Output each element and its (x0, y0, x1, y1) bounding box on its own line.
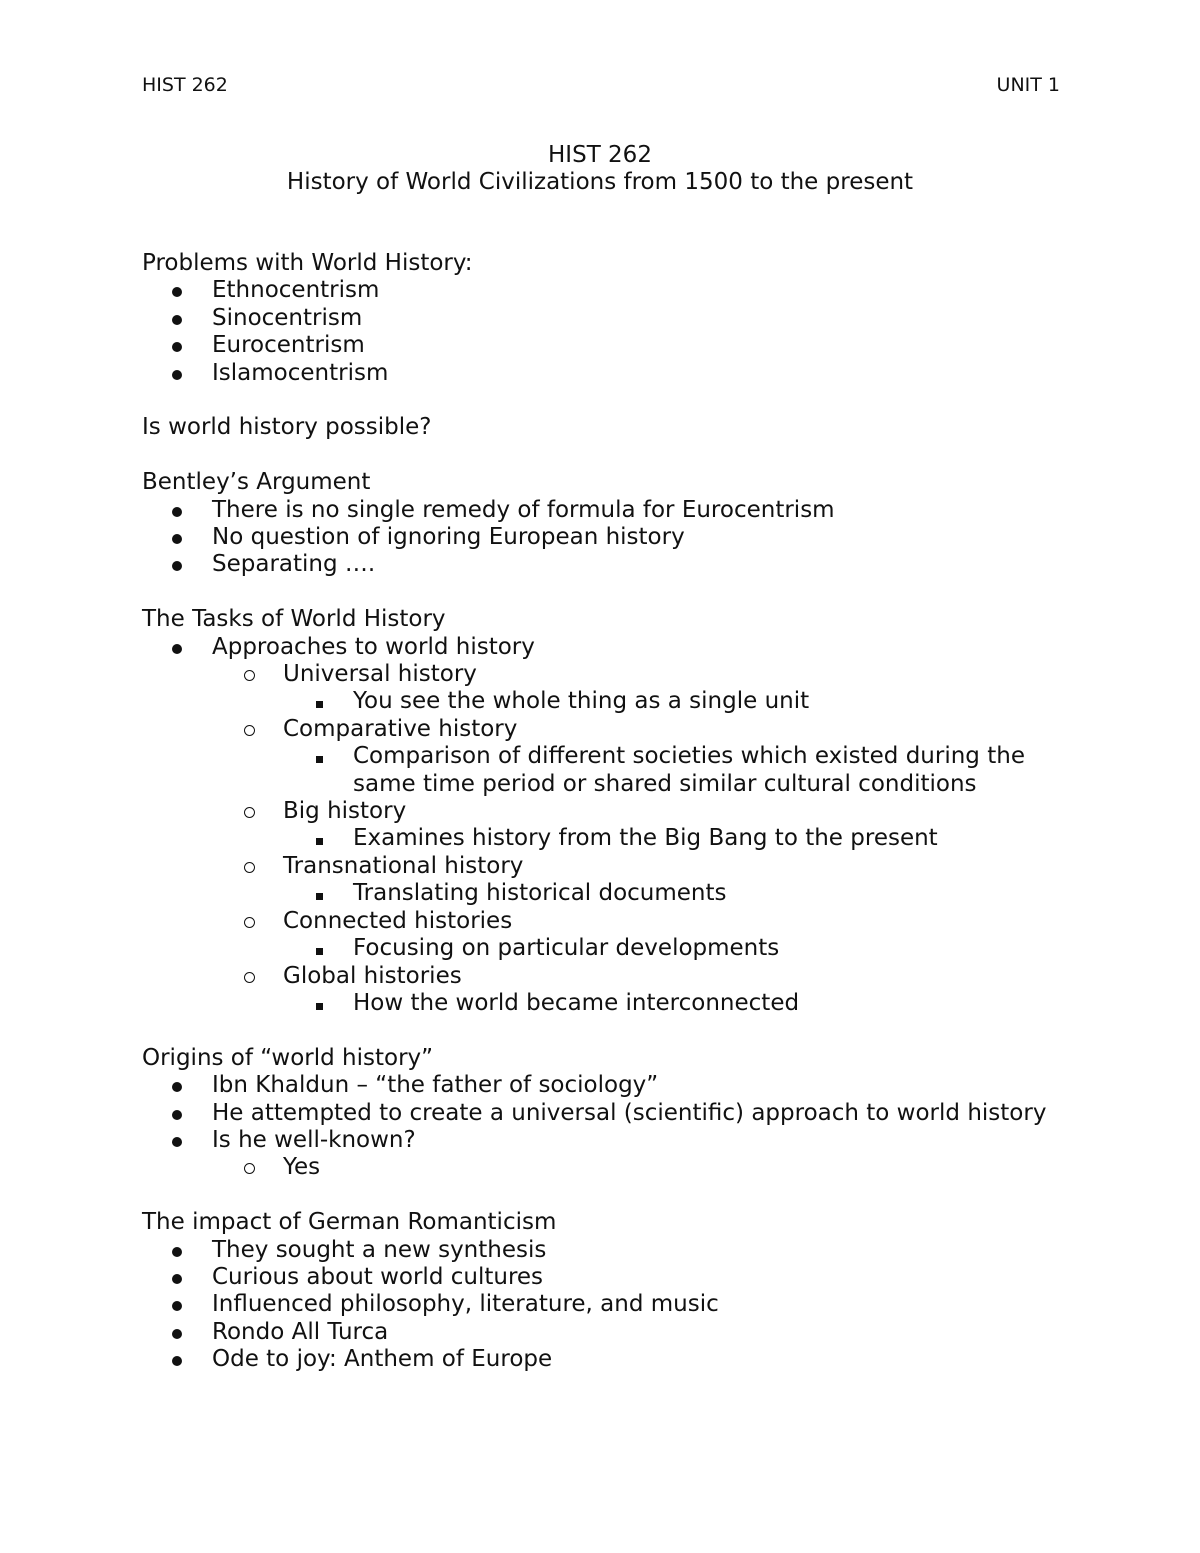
bullet-circle-icon (244, 1154, 255, 1181)
bullet-circle-icon (244, 853, 255, 880)
list-item: Influenced philosophy, literature, and music (142, 1291, 1062, 1318)
approach-item: Global histories (142, 963, 1062, 990)
bullet-square-icon (316, 935, 323, 962)
list-item: Separating …. (142, 551, 1062, 578)
bullet-dot-icon (172, 1237, 182, 1264)
list-item: Ethnocentrism (142, 277, 1062, 304)
approach-item: Connected histories (142, 908, 1062, 935)
bullet-dot-icon (172, 1072, 182, 1099)
list-item: Islamocentrism (142, 360, 1062, 387)
bullet-dot-icon (172, 305, 182, 332)
bullet-dot-icon (172, 1319, 182, 1346)
section-heading-problems: Problems with World History: (142, 250, 473, 276)
bullet-square-icon (316, 880, 323, 907)
section-heading-bentley: Bentley’s Argument (142, 469, 371, 496)
section-heading-romanticism: The impact of German Romanticism (142, 1209, 557, 1236)
list-item: Is he well-known? (142, 1127, 1062, 1154)
bullet-circle-icon (244, 908, 255, 935)
bullet-circle-icon (244, 963, 255, 990)
document-body (142, 250, 1062, 1374)
tasks-list (142, 634, 1062, 1018)
list-item: Eurocentrism (142, 332, 1062, 359)
header-course-code: HIST 262 (142, 74, 228, 96)
title-line-2: History of World Civilizations from 1500 to the present (286, 169, 914, 195)
bullet-square-icon (316, 743, 323, 770)
approach-detail: Translating historical documents (142, 880, 1062, 907)
bentley-list (142, 497, 1062, 579)
bullet-square-icon (316, 990, 323, 1017)
approach-detail: Examines history from the Big Bang to the present (142, 825, 1062, 852)
problems-list (142, 277, 1062, 387)
bullet-dot-icon (172, 1127, 182, 1154)
bullet-dot-icon (172, 1291, 182, 1318)
bullet-square-icon (316, 825, 323, 852)
bullet-square-icon (316, 688, 323, 715)
approach-detail: You see the whole thing as a single unit (142, 688, 1062, 715)
list-item: There is no single remedy of formula for Eurocentrism (142, 497, 1062, 524)
bullet-circle-icon (244, 661, 255, 688)
approach-item: Big history (142, 798, 1062, 825)
header-unit: UNIT 1 (996, 74, 1060, 96)
bullet-dot-icon (172, 1100, 182, 1127)
romanticism-list (142, 1237, 1062, 1374)
bullet-circle-icon (244, 798, 255, 825)
section-heading-origins: Origins of “world history” (142, 1044, 434, 1071)
origins-list (142, 1072, 1062, 1182)
list-item: Approaches to world history (142, 634, 1062, 661)
approach-item: Comparative history (142, 716, 1062, 743)
list-item: No question of ignoring European history (142, 524, 1062, 551)
approach-item: Transnational history (142, 853, 1062, 880)
title-line-1: HIST 262 (548, 142, 652, 168)
approach-detail: How the world became interconnected (142, 990, 1062, 1017)
document-title (0, 142, 1200, 196)
list-item: Sinocentrism (142, 305, 1062, 332)
bullet-dot-icon (172, 497, 182, 524)
bullet-dot-icon (172, 360, 182, 387)
list-subitem: Yes (142, 1154, 1062, 1181)
bullet-dot-icon (172, 1264, 182, 1291)
list-item: They sought a new synthesis (142, 1237, 1062, 1264)
bullet-dot-icon (172, 634, 182, 661)
bullet-dot-icon (172, 1346, 182, 1373)
list-item: Ibn Khaldun – “the father of sociology” (142, 1072, 1062, 1099)
bullet-dot-icon (172, 551, 182, 578)
approach-item: Universal history (142, 661, 1062, 688)
bullet-dot-icon (172, 524, 182, 551)
section-heading-possible: Is world history possible? (142, 414, 432, 441)
list-item: Curious about world cultures (142, 1264, 1062, 1291)
bullet-circle-icon (244, 716, 255, 743)
bullet-dot-icon (172, 332, 182, 359)
list-item: Ode to joy: Anthem of Europe (142, 1346, 1062, 1373)
list-item: He attempted to create a universal (scientific) approach to world history (142, 1100, 1062, 1127)
list-item: Rondo All Turca (142, 1319, 1062, 1346)
bullet-dot-icon (172, 277, 182, 304)
section-heading-tasks: The Tasks of World History (142, 606, 446, 633)
approach-detail: Comparison of different societies which existed during the same time period or shared similar cultural conditions (142, 743, 1062, 798)
approach-detail: Focusing on particular developments (142, 935, 1062, 962)
